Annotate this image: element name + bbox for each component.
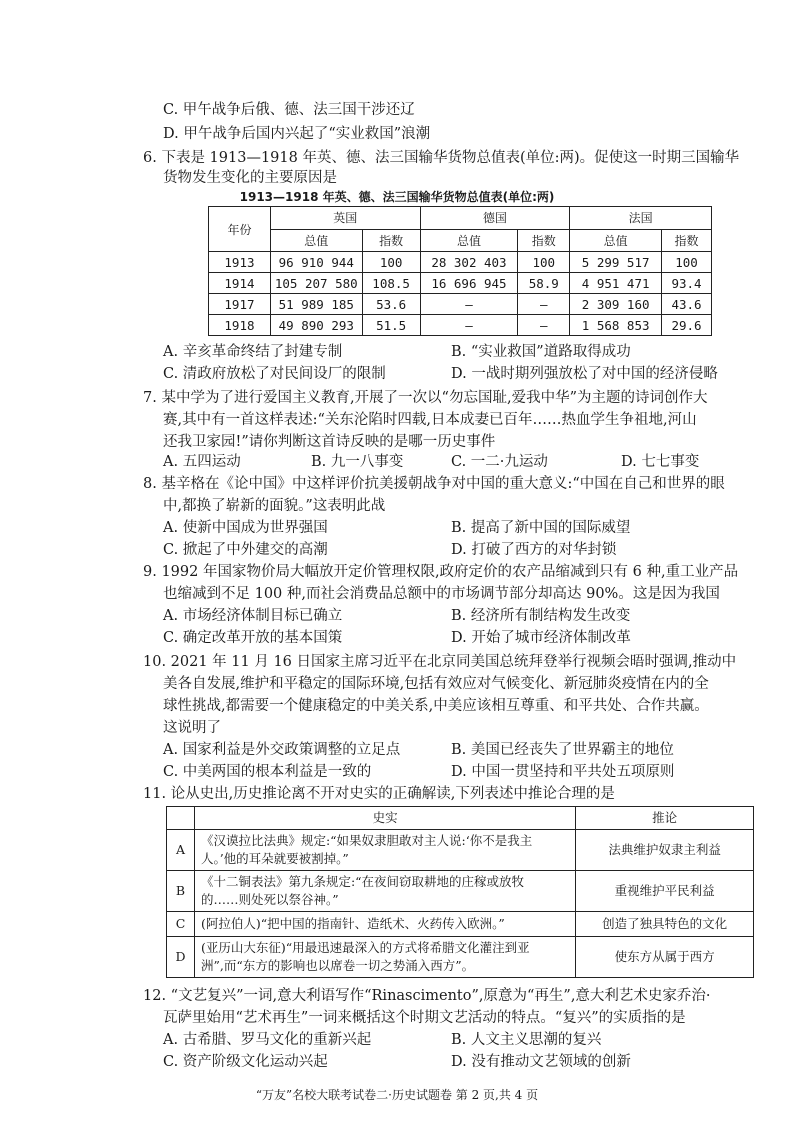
table-cell: 2 309 160 (570, 294, 662, 315)
row-label: C (167, 912, 195, 937)
table-cell: 96 910 944 (270, 252, 362, 273)
q8-option-b: B. 提高了新中国的国际威望 (451, 520, 631, 536)
table-cell: 1914 (209, 273, 271, 294)
sub-header-index: 指数 (362, 229, 420, 252)
q8-option-a: A. 使新中国成为世界强国 (163, 520, 328, 536)
table-cell: 58.9 (518, 273, 570, 294)
q8-stem-line2: 中,都换了崭新的面貌。”这表明此战 (163, 498, 386, 514)
table-cell: 1917 (209, 294, 271, 315)
sub-header-total: 总值 (570, 229, 662, 252)
table-cell: 4 951 471 (570, 273, 662, 294)
q10-stem-line3: 球性挑战,都需要一个健康稳定的中美关系,中美应该相互尊重、和平共处、合作共赢。 (163, 698, 709, 714)
inference-header: 推论 (576, 807, 754, 830)
table-cell: 1913 (209, 252, 271, 273)
table-cell: 49 890 293 (270, 315, 362, 336)
table-cell: 51.5 (362, 315, 420, 336)
q7-option-a: A. 五四运动 (163, 454, 241, 470)
fact-text: 《汉谟拉比法典》规定:“如果奴隶胆敢对主人说:‘你不是我主 (200, 833, 533, 848)
q7-stem-line2: 赛,其中有一首这样表述:“关东沦陷时四载,日本成妻已百年……热血学生争祖地,河山 (163, 412, 697, 428)
fact-cell (194, 871, 575, 912)
q12-option-d: D. 没有推动文艺领域的创新 (451, 1054, 631, 1070)
table-cell: 93.4 (662, 273, 712, 294)
q6-stem-line2: 货物发生变化的主要原因是 (163, 170, 337, 186)
table-cell: 1 568 853 (570, 315, 662, 336)
blank-header (167, 807, 195, 830)
table-cell: 29.6 (662, 315, 712, 336)
fact-cell (194, 912, 575, 937)
year-header: 年份 (209, 207, 271, 252)
q8-option-d: D. 打破了西方的对华封锁 (451, 542, 617, 558)
table-cell: 105 207 580 (270, 273, 362, 294)
q6-option-a: A. 辛亥革命终结了封建专制 (163, 344, 343, 360)
inference-cell: 重视维护平民利益 (576, 871, 754, 912)
row-label: A (167, 830, 195, 871)
fact-text: 的……则处死以祭谷神。” (200, 892, 339, 907)
q11-stem-line1: 11. 论从史出,历史推论离不开对史实的正确解读,下列表述中推论合理的是 (143, 786, 615, 802)
fact-text: 人。’他的耳朵就要被割掉。” (200, 851, 349, 866)
table-cell: — (420, 315, 518, 336)
table-cell: — (518, 315, 570, 336)
inference-cell: 法典维护奴隶主利益 (576, 830, 754, 871)
fact-text: (阿拉伯人)“把中国的指南针、造纸术、火药传入欧洲。” (200, 916, 505, 931)
q9-stem-line2: 也缩减到不足 100 种,而社会消费品总额中的市场调节部分却高达 90%。这是因为我国 (163, 586, 720, 602)
q12-stem-line1: 12. “文艺复兴”一词,意大利语写作“Rinascimento”,原意为“再生”,意大利艺术史家乔治· (143, 988, 711, 1004)
q10-stem-line1: 10. 2021 年 11 月 16 日国家主席习近平在北京同美国总统拜登举行视频会晤时强调,推动中 (143, 654, 737, 670)
q6-option-d: D. 一战时期列强放松了对中国的经济侵略 (451, 366, 718, 382)
q6-option-c: C. 清政府放松了对民间设厂的限制 (163, 366, 386, 382)
page-footer: “万友”名校大联考试卷二·历史试题卷 第 2 页,共 4 页 (255, 1088, 539, 1102)
country-header-uk: 英国 (270, 207, 420, 230)
fact-text: 《十二铜表法》第九条规定:“在夜间窃取耕地的庄稼或放牧 (200, 874, 525, 889)
table-cell: 53.6 (362, 294, 420, 315)
q7-stem-line3: 还我卫家园!”请你判断这首诗反映的是哪一历史事件 (163, 434, 496, 450)
table-cell: — (518, 294, 570, 315)
q9-option-a: A. 市场经济体制目标已确立 (163, 608, 343, 624)
table-cell: 108.5 (362, 273, 420, 294)
sub-header-total: 总值 (270, 229, 362, 252)
q10-option-b: B. 美国已经丧失了世界霸主的地位 (451, 742, 674, 758)
table-row (167, 912, 754, 937)
table-cell: 28 302 403 (420, 252, 518, 273)
row-label: D (167, 937, 195, 978)
q9-option-d: D. 开始了城市经济体制改革 (451, 630, 631, 646)
country-header-de: 德国 (420, 207, 570, 230)
table-cell: 100 (662, 252, 712, 273)
table-row (167, 871, 754, 912)
country-header-fr: 法国 (570, 207, 712, 230)
table-cell: — (420, 294, 518, 315)
q8-option-c: C. 掀起了中外建交的高潮 (163, 542, 328, 558)
fact-text: (亚历山大东征)“用最迅速最深入的方式将希腊文化灌注到亚 (200, 940, 530, 955)
table-row (167, 830, 754, 871)
q9-option-b: B. 经济所有制结构发生改变 (451, 608, 631, 624)
q7-option-c: C. 一二·九运动 (451, 454, 548, 470)
table-row (209, 252, 712, 273)
q6-table-caption: 1913—1918 年英、德、法三国输华货物总值表(单位:两) (239, 190, 555, 204)
table-cell: 1918 (209, 315, 271, 336)
q10-option-d: D. 中国一贯坚持和平共处五项原则 (451, 764, 675, 780)
table-row (209, 315, 712, 336)
q6-option-b: B. “实业救国”道路取得成功 (451, 344, 631, 360)
q12-option-b: B. 人文主义思潮的复兴 (451, 1032, 602, 1048)
table-row (167, 937, 754, 978)
q12-option-c: C. 资产阶级文化运动兴起 (163, 1054, 328, 1070)
table-cell: 100 (518, 252, 570, 273)
q12-stem-line2: 瓦萨里始用“艺术再生”一词来概括这个时期文艺活动的特点。“复兴”的实质指的是 (163, 1010, 686, 1026)
q7-option-b: B. 九一八事变 (311, 454, 404, 470)
q6-stem-line1: 6. 下表是 1913—1918 年英、德、法三国输华货物总值表(单位:两)。促使这一时期三国输华 (143, 150, 740, 166)
sub-header-index: 指数 (662, 229, 712, 252)
sub-header-index: 指数 (518, 229, 570, 252)
inference-cell: 创造了独具特色的文化 (576, 912, 754, 937)
trade-value-table (208, 206, 712, 336)
table-row (209, 294, 712, 315)
history-inference-table (166, 806, 754, 978)
inference-cell: 使东方从属于西方 (576, 937, 754, 978)
fact-text: 洲”,而“东方的影响也以席卷一切之势涌入西方”。 (200, 958, 475, 973)
q5-option-d: D. 甲午战争后国内兴起了“实业救国”浪潮 (163, 126, 431, 142)
q10-option-c: C. 中美两国的根本利益是一致的 (163, 764, 372, 780)
sub-header-total: 总值 (420, 229, 518, 252)
q10-stem-line2: 美各自发展,维护和平稳定的国际环境,包括有效应对气候变化、新冠肺炎疫情在内的全 (163, 676, 709, 692)
table-cell: 43.6 (662, 294, 712, 315)
q9-stem-line1: 9. 1992 年国家物价局大幅放开定价管理权限,政府定价的农产品缩减到只有 6 种,重工业产品 (143, 564, 739, 580)
row-label: B (167, 871, 195, 912)
table-cell: 51 989 185 (270, 294, 362, 315)
q10-option-a: A. 国家利益是外交政策调整的立足点 (163, 742, 401, 758)
fact-cell (194, 937, 575, 978)
q7-option-d: D. 七七事变 (621, 454, 700, 470)
fact-cell (194, 830, 575, 871)
table-cell: 16 696 945 (420, 273, 518, 294)
table-cell: 100 (362, 252, 420, 273)
q9-option-c: C. 确定改革开放的基本国策 (163, 630, 343, 646)
q12-option-a: A. 古希腊、罗马文化的重新兴起 (163, 1032, 372, 1048)
table-cell: 5 299 517 (570, 252, 662, 273)
q10-stem-line4: 这说明了 (163, 720, 221, 736)
q8-stem-line1: 8. 基辛格在《论中国》中这样评价抗美援朝战争对中国的重大意义:“中国在自己和世界的眼 (143, 476, 725, 492)
q7-stem-line1: 7. 某中学为了进行爱国主义教育,开展了一次以“勿忘国耻,爱我中华”为主题的诗词创作大 (143, 390, 708, 406)
fact-header: 史实 (194, 807, 575, 830)
table-row (209, 273, 712, 294)
q5-option-c: C. 甲午战争后俄、德、法三国干涉还辽 (163, 102, 415, 118)
